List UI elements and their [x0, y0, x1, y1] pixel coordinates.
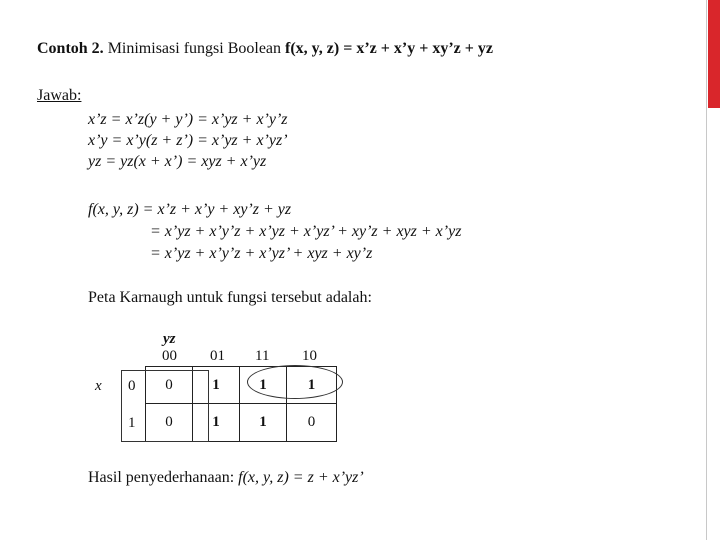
kmap-col-header-3: 10: [302, 348, 317, 364]
kmap-cell: 1: [287, 367, 336, 404]
example-text: Minimisasi fungsi Boolean: [107, 40, 282, 57]
derivation-2: x’y = x’y(z + z’) = x’yz + x’yz’: [88, 132, 288, 149]
result-label: Hasil penyederhanaan:: [88, 469, 235, 486]
kmap-group-oval: [247, 365, 343, 399]
kmap-cell: 0: [146, 367, 193, 404]
kmap-cell: 1: [240, 367, 287, 404]
example-title: [37, 39, 493, 59]
example-function: f(x, y, z) = x’z + x’y + xy’z + yz: [285, 40, 493, 57]
kmap-row-header-0: 0: [128, 378, 136, 394]
kmap-cell: 0: [307, 414, 316, 430]
kmap-cell: 1: [193, 404, 240, 441]
example-label: Contoh 2.: [37, 40, 104, 57]
kmap-cell: 1: [240, 404, 287, 441]
expansion-2: = x’yz + x’y’z + x’yz + x’yz’ + xy’z + xyz + x’yz: [150, 223, 462, 240]
kmap-group-rectangle: [121, 370, 209, 442]
result-expression: f(x, y, z) = z + x’yz’: [238, 469, 364, 486]
kmap-col-var: yz: [163, 331, 176, 347]
kmap-intro: Peta Karnaugh untuk fungsi tersebut adalah:: [88, 289, 372, 306]
kmap-cell: 0: [146, 404, 193, 441]
answer-label: Jawab:: [37, 87, 82, 104]
derivation-3: yz = yz(x + x’) = xyz + x’yz: [88, 153, 267, 170]
kmap-col-header-2: 11: [255, 348, 270, 364]
kmap-col-header-0: 00: [162, 348, 177, 364]
kmap-row-header-1: 1: [128, 415, 136, 431]
derivation-1: x’z = x’z(y + y’) = x’yz + x’y’z: [88, 111, 288, 128]
slide-edge-line: [706, 0, 707, 540]
kmap-cell: 1: [193, 367, 240, 404]
expansion-1: f(x, y, z) = x’z + x’y + xy’z + yz: [88, 201, 292, 218]
expansion-3: = x’yz + x’y’z + x’yz’ + xyz + xy’z: [150, 245, 373, 262]
accent-bar: [708, 0, 720, 108]
kmap-row-var: x: [95, 378, 102, 394]
result-line: [88, 468, 364, 488]
kmap-col-header-1: 01: [210, 348, 225, 364]
